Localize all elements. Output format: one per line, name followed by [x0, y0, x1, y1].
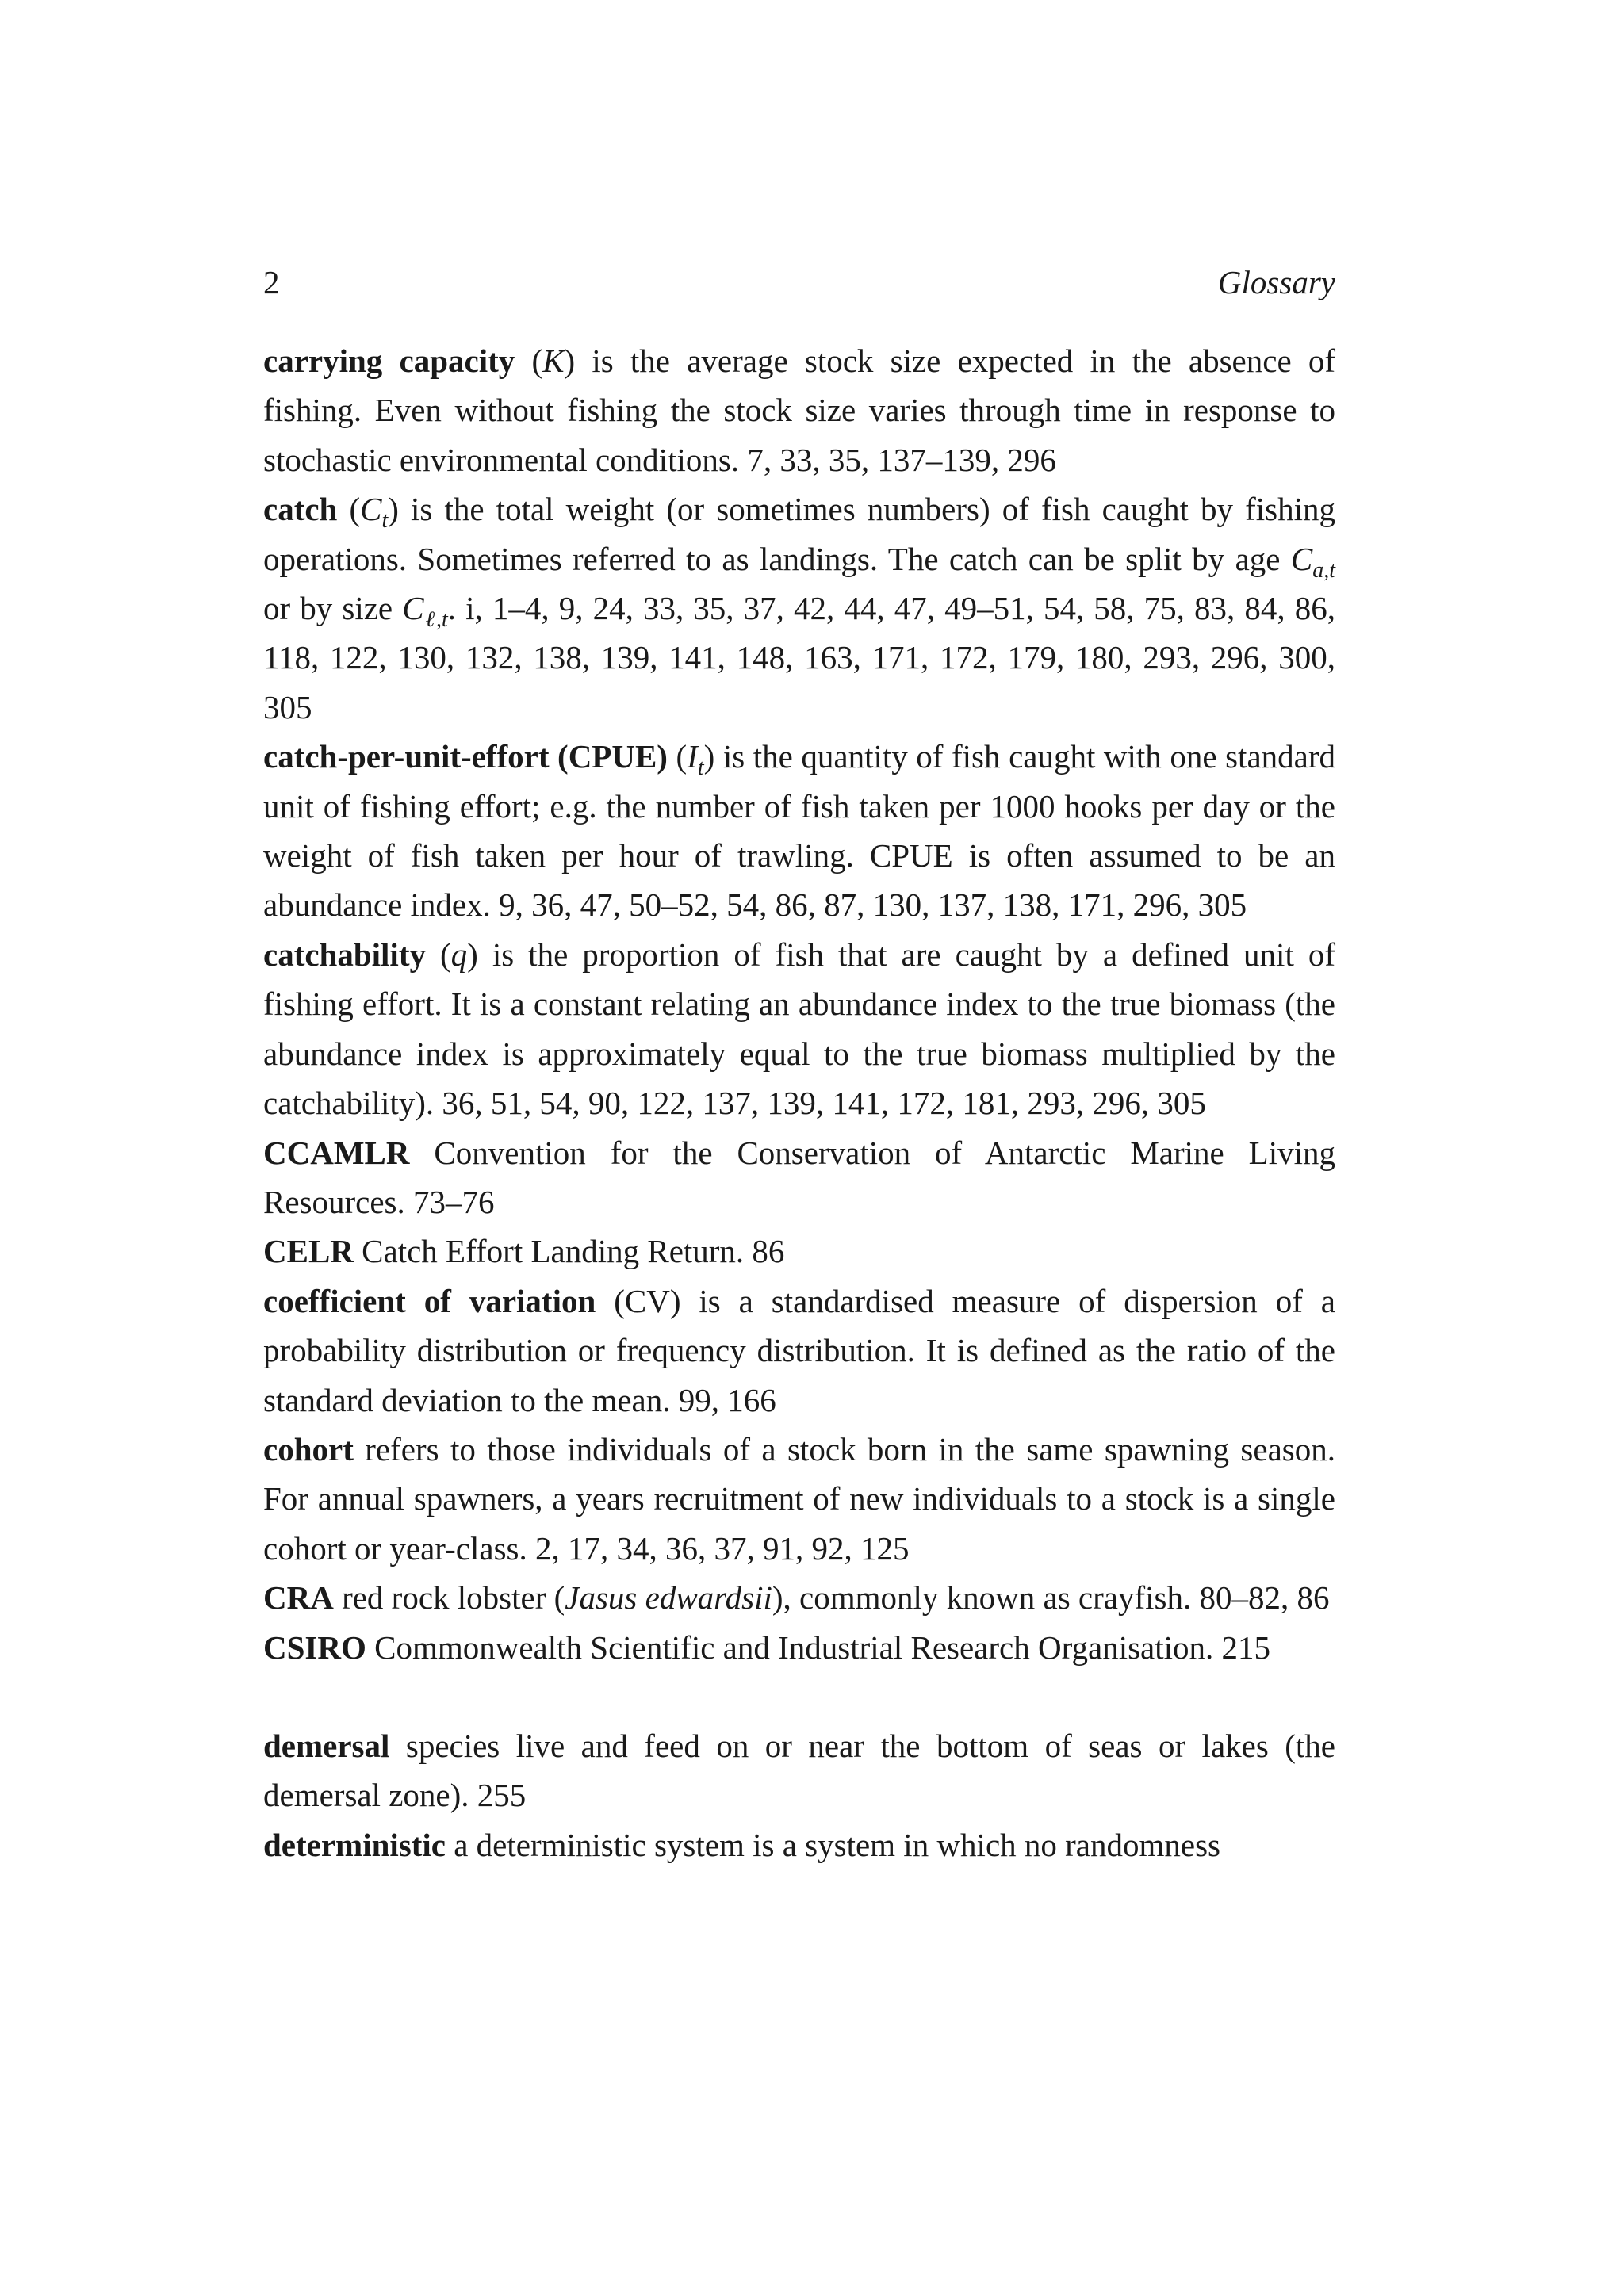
term: coefficient of variation [263, 1282, 596, 1319]
definition: is the quantity of fish caught with one standard unit of fishing effort; e.g. the number of fish taken per 1000 hooks per day or the weight of fish taken per hour of trawling. CPUE is often assumed to be an abundance index. 9, 36, 47, 50–52, 54, 86, 87, 130, 137, 138, 171, 296, 305 [263, 738, 1335, 924]
entry-carrying-capacity: carrying capacity (K) is the average stock size expected in the absence of fishing. Even without fishing the stock size varies through time in response to stochastic environmental conditions. 7, 33, 35, 137–139, 296 [263, 342, 1336, 478]
term: CSIRO [263, 1628, 366, 1666]
definition: species live and feed on or near the bottom of seas or lakes (the demersal zone). 255 [263, 1727, 1335, 1814]
entry-csiro [263, 1623, 1335, 1672]
entry-coefficient-of-variation [263, 1276, 1335, 1425]
term: cohort [263, 1430, 354, 1468]
entry-catch: catch $(C_t)$ is the total weight (or sometimes numbers) of fish caught by fishing operations. Sometimes referred to as landings. The catch can be split by age $C_{a,t}$ or by size $C_{\ell,t}$. i, 1–4, 9, 24, 33, 35, 37, 42, 44, 47, 49–51, 54, 58, 75, 83, 84, 86, 118, 122, 130, 132, 138, 139, 141, 148, 163, 171, 172, 179, 180, 293, 296, 300, 305 [263, 491, 1335, 725]
entry-deterministic [263, 1820, 1335, 1869]
symbol: $C_t$ [360, 491, 389, 534]
symbol: q [450, 936, 468, 973]
entry-cohort [263, 1425, 1335, 1573]
definition: is the proportion of fish that are caught by a defined unit of fishing effort. It is a constant relating an abundance index to the true biomass (the abundance index is approximately equal to the true biomass multiplied by the catchability). 36, 51, 54, 90, 122, 137, 139, 141, 172, 181, 293, 296, 305 [263, 936, 1335, 1122]
definition: is the average stock size expected in the absence of fishing. Even without fishing the stock size varies through time in response to stochastic environmental conditions. 7, 33, 35, 137–139, 296 [263, 342, 1336, 478]
entry-ccamlr [263, 1128, 1335, 1227]
entry-demersal [263, 1721, 1335, 1820]
entry-celr [263, 1226, 1335, 1276]
term: CCAMLR [263, 1134, 410, 1171]
entry-catchability: catchability (q) is the proportion of fish that are caught by a defined unit of fishing effort. It is a constant relating an abundance index to the true biomass (the abundance index is approximately equal to the true biomass multiplied by the catchability). 36, 51, 54, 90, 122, 137, 139, 141, 172, 181, 293, 296, 305 [263, 936, 1335, 1122]
species-name: Jasus edwardsii [565, 1579, 772, 1617]
term: deterministic [263, 1826, 446, 1863]
age-symbol: $C_{a,t}$ [1290, 540, 1335, 583]
term: CELR [263, 1233, 354, 1270]
entry-cpue: catch-per-unit-effort (CPUE) $(I_t)$ is the quantity of fish caught with one standard unit of fishing effort; e.g. the number of fish taken per 1000 hooks per day or the weight of fish taken per hour of trawling. CPUE is often assumed to be an abundance index. 9, 36, 47, 50–52, 54, 86, 87, 130, 137, 138, 171, 296, 305 [263, 738, 1335, 924]
section-title: Glossary [1217, 264, 1335, 300]
size-symbol: $C_{\ell,t}$ [402, 590, 448, 633]
definition: refers to those individuals of a stock born in the same spawning season. For annual spawners, a years recruitment of new individuals to a stock is a single cohort or year-class. 2, 17, 34, 36, 37, 91, 92, 125 [263, 1430, 1335, 1567]
definition: Catch Effort Landing Return. 86 [353, 1233, 785, 1270]
term: catch [263, 491, 338, 528]
definition: (CV) is a standardised measure of dispersion of a probability distribution or frequency distribution. It is defined as the ratio of the standard deviation to the mean. 99, 166 [263, 1282, 1335, 1418]
definition-continued: or by size [263, 590, 403, 627]
term: carrying capacity [263, 342, 515, 379]
term: catchability [263, 936, 426, 973]
definition: is the total weight (or sometimes numbers) of fish caught by fishing operations. Sometimes referred to as landings. The catch can be split by age [263, 491, 1335, 577]
running-head [263, 262, 1335, 303]
letter-group-gap [263, 1672, 1335, 1721]
definition: a deterministic system is a system in which no randomness [445, 1826, 1220, 1863]
term: catch-per-unit-effort (CPUE) [263, 738, 668, 775]
symbol: $I_t$ [687, 738, 704, 781]
definition: red rock lobster ( [333, 1579, 565, 1617]
entry-cra [263, 1573, 1335, 1622]
term: CRA [263, 1579, 334, 1617]
glossary-page [263, 262, 1335, 1869]
definition: Commonwealth Scientific and Industrial Research Organisation. 215 [366, 1628, 1271, 1666]
symbol: K [542, 342, 565, 379]
term: demersal [263, 1727, 390, 1764]
page-number: 2 [263, 264, 280, 300]
page-references: . i, 1–4, 9, 24, 33, 35, 37, 42, 44, 47, 49–51, 54, 58, 75, 83, 84, 86, 118, 122, 130, 132, 138, 139, 141, 148, 163, 171, 172, 179, 180, 293, 296, 300, 305 [263, 590, 1335, 725]
definition: Convention for the Conservation of Antarctic Marine Living Resources. 73–76 [263, 1134, 1335, 1220]
definition-continued: ), commonly known as crayfish. 80–82, 86 [772, 1579, 1330, 1617]
